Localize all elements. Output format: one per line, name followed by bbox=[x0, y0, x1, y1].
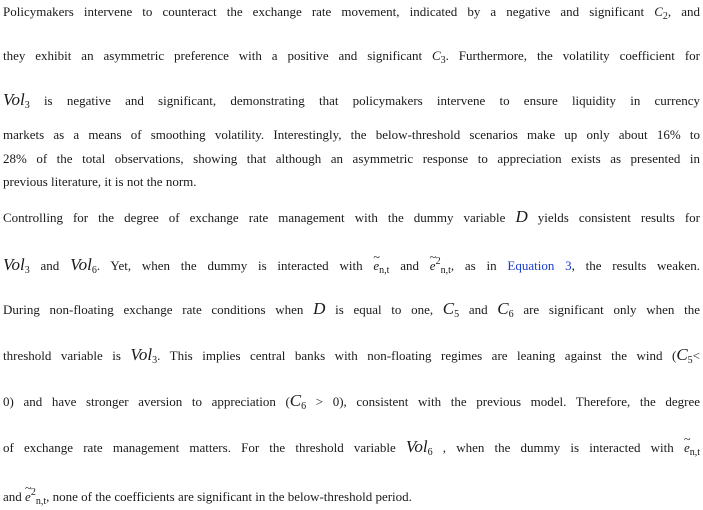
text-line-6 bbox=[3, 174, 197, 190]
text: and bbox=[3, 489, 26, 504]
text-line-4 bbox=[3, 127, 700, 143]
text: and bbox=[459, 302, 498, 317]
var-vol3: Vol$_3$ bbox=[130, 345, 158, 366]
var-vol3: Vol$_3$ bbox=[3, 255, 30, 276]
text: , as in bbox=[450, 258, 508, 273]
text: previous literature, it is not the norm. bbox=[3, 174, 197, 189]
coef-c5: $C_5$ bbox=[676, 345, 693, 366]
text-line-3 bbox=[3, 92, 700, 114]
text-line-1 bbox=[3, 4, 700, 25]
text-line-7 bbox=[3, 209, 700, 226]
var-e-tilde: ~ $e_{n,t}$ bbox=[373, 258, 389, 273]
text-line-10 bbox=[3, 347, 700, 369]
text: > 0), consistent with the previous model. Therefore, the degree bbox=[306, 394, 701, 409]
equation-3-link[interactable]: Equation 3 bbox=[507, 258, 572, 273]
text: and bbox=[389, 258, 430, 273]
text: Policymakers intervene to counteract the exchange rate movement, indicated by a negative and significant bbox=[3, 4, 655, 19]
text-line-5 bbox=[3, 151, 700, 167]
text: is negative and significant, demonstrating that policymakers intervene to ensure liquidity in currency bbox=[29, 93, 700, 108]
text-line-9 bbox=[3, 301, 700, 323]
text: yields consistent results for bbox=[527, 210, 701, 225]
text-line-13 bbox=[3, 485, 412, 510]
coef-c6: $C_6$ bbox=[289, 391, 307, 412]
text: they exhibit an asymmetric preference with a positive and significant bbox=[3, 48, 432, 63]
text-line-8 bbox=[3, 254, 700, 279]
text: During non-floating exchange rate conditions when bbox=[3, 302, 314, 317]
text-line-11 bbox=[3, 393, 700, 415]
var-vol6: Vol$_6$ bbox=[70, 255, 97, 276]
text: threshold variable is bbox=[3, 348, 131, 363]
coef-c3: $C_3$ bbox=[431, 48, 446, 66]
text: 28% of the total observations, showing that although an asymmetric response to appreciation exists as presented in bbox=[3, 151, 700, 166]
var-vol3: Vol$_3$ bbox=[3, 90, 30, 111]
text: 0) and have stronger aversion to appreciation ( bbox=[3, 394, 290, 409]
text: and bbox=[29, 258, 71, 273]
text: . Furthermore, the volatility coefficient for bbox=[445, 48, 700, 63]
text: , and bbox=[667, 4, 700, 19]
coef-c2: $C_2$ bbox=[654, 4, 668, 22]
text-line-12 bbox=[3, 439, 700, 461]
text: < bbox=[692, 348, 700, 363]
text-line-2 bbox=[3, 48, 700, 69]
coef-c5: $C_5$ bbox=[442, 299, 460, 320]
text: , when the dummy is interacted with bbox=[432, 440, 684, 455]
var-d: D bbox=[313, 299, 326, 318]
text: are significant only when the bbox=[513, 302, 700, 317]
coef-c6: $C_6$ bbox=[497, 299, 514, 320]
text: Controlling for the degree of exchange rate management with the dummy variable bbox=[3, 210, 516, 225]
text: markets as a means of smoothing volatility. Interestingly, the below-threshold scenarios make up only about 16% to bbox=[3, 127, 700, 142]
text: of exchange rate management matters. For the threshold variable bbox=[3, 440, 406, 455]
var-e-tilde-sq: ~ $e^2_{n,t}$ bbox=[25, 489, 46, 504]
text: is equal to one, bbox=[325, 302, 443, 317]
var-d: D bbox=[515, 207, 528, 226]
var-e-tilde-sq: ~ $e^2_{n,t}$ bbox=[430, 258, 451, 273]
text: , the results weaken. bbox=[571, 258, 700, 273]
text: , none of the coefficients are significant in the below-threshold period. bbox=[46, 489, 412, 504]
var-e-tilde: ~ $e_{n,t}$ bbox=[684, 440, 700, 455]
var-vol6: Vol$_6$ bbox=[405, 437, 433, 458]
text: . This implies central banks with non-floating regimes are leaning against the wind ( bbox=[157, 348, 677, 363]
text: . Yet, when the dummy is interacted with bbox=[96, 258, 374, 273]
